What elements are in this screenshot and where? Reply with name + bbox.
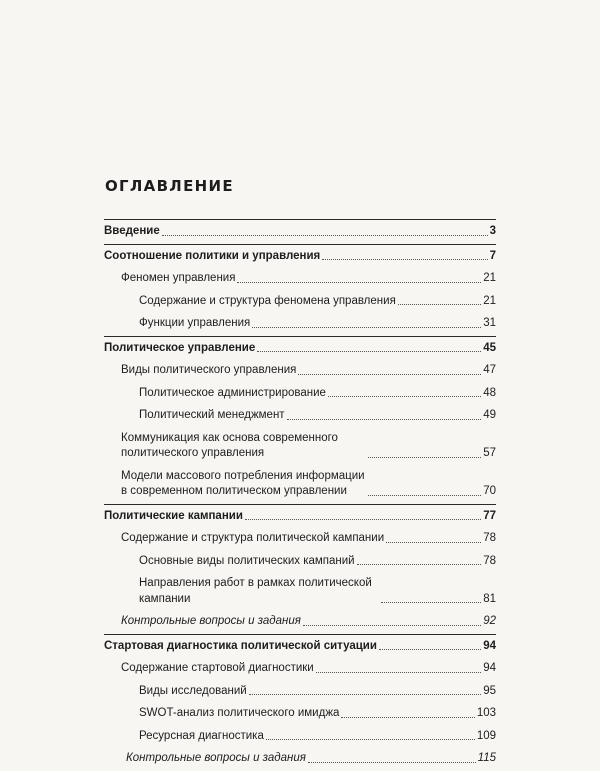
toc-entry-page: 94 (483, 639, 496, 652)
toc-entry[interactable] (104, 316, 496, 332)
toc-entry[interactable] (104, 431, 496, 462)
toc-entry-title: Функции управления (139, 317, 251, 329)
toc-entry-page: 57 (483, 447, 496, 459)
dot-leader (386, 542, 481, 543)
toc-entry[interactable] (104, 224, 496, 240)
dot-leader (257, 351, 481, 352)
toc-entry-title: Политическое управление (104, 341, 256, 354)
toc-entry-title: Содержание и структура феномена управления (139, 294, 396, 307)
toc-entry-page: 45 (483, 341, 496, 354)
toc-entry-title: Политическое администрирование (139, 386, 326, 399)
toc-entry[interactable] (104, 271, 496, 287)
dot-leader (287, 419, 482, 420)
toc-entry[interactable] (104, 554, 496, 570)
dot-leader (298, 374, 481, 375)
dot-leader (266, 739, 475, 740)
toc-entry-title: Модели массового потребления информации в современном политическом управлении (121, 469, 365, 497)
toc-entry-page: 21 (483, 272, 496, 284)
dot-leader (398, 304, 481, 305)
toc-entry-title: Основные виды политических кампаний (139, 554, 355, 567)
dot-leader (357, 564, 482, 565)
dot-leader (368, 495, 481, 496)
toc-heading: ОГЛАВЛЕНИЕ (105, 177, 234, 195)
toc-entry-page: 94 (483, 662, 496, 674)
dot-leader (379, 649, 481, 650)
toc-entry-page: 78 (483, 532, 496, 544)
toc-entry-page: 77 (483, 509, 496, 522)
toc-entry-page: 31 (483, 317, 496, 329)
toc-entry-title: Ресурсная диагностика (139, 729, 264, 742)
toc-entry[interactable] (104, 729, 496, 745)
toc-entry-title: Политический менеджмент (139, 409, 285, 421)
toc-section-introduction (104, 219, 496, 244)
toc-entry-page: 21 (483, 294, 496, 307)
dot-leader (249, 694, 481, 695)
toc-entry-page: 70 (483, 485, 496, 497)
toc-entry-page: 103 (476, 707, 496, 719)
toc-entry-page: 109 (476, 729, 496, 742)
toc-entry-title: Политические кампании (104, 509, 243, 522)
dot-leader (303, 625, 481, 626)
toc-entry-page: 47 (483, 364, 496, 376)
toc-entry[interactable] (104, 294, 496, 310)
dot-leader (162, 235, 488, 236)
toc-entry[interactable] (104, 684, 496, 700)
toc-entry-title: Коммуникация как основа современного политического управления (121, 431, 338, 459)
toc-entry[interactable] (104, 509, 496, 525)
toc-entry[interactable] (104, 576, 496, 607)
toc-entry-title: Виды исследований (139, 684, 247, 697)
toc-entry-title: Стартовая диагностика политической ситуации (104, 639, 377, 652)
toc-entry[interactable] (104, 614, 496, 630)
toc-entry[interactable] (104, 661, 496, 677)
toc-entry-page: 95 (483, 684, 496, 697)
dot-leader (316, 672, 481, 673)
toc-entry-page: 115 (477, 752, 496, 764)
dot-leader (328, 396, 481, 397)
toc-entry[interactable] (104, 531, 496, 547)
dot-leader (252, 327, 481, 328)
dot-leader (341, 717, 474, 718)
dot-leader (322, 259, 487, 260)
toc-entry[interactable] (104, 408, 496, 424)
dot-leader (308, 762, 476, 763)
toc-entry-page: 92 (483, 615, 496, 627)
toc-entry-page: 81 (483, 592, 496, 605)
toc-entry-title: Контрольные вопросы и задания (121, 615, 301, 627)
toc-entry[interactable] (104, 341, 496, 357)
toc-entry[interactable] (104, 751, 496, 767)
dot-leader (368, 457, 481, 458)
toc-entry[interactable] (104, 249, 496, 265)
toc-section-politics-and-management (104, 244, 496, 336)
toc-entry-page: 49 (483, 409, 496, 421)
toc-entry-title: Содержание и структура политической кампании (121, 532, 385, 544)
toc-entry-title: Направления работ в рамках политической кампании (139, 577, 372, 605)
toc-section-political-management (104, 336, 496, 504)
table-of-contents (104, 219, 496, 771)
toc-entry-title: Контрольные вопросы и задания (126, 752, 306, 764)
toc-entry-page: 3 (489, 225, 496, 237)
toc-entry-title: Соотношение политики и управления (104, 249, 321, 262)
toc-entry[interactable] (104, 469, 496, 500)
toc-entry-page: 48 (483, 386, 496, 399)
toc-entry[interactable] (104, 386, 496, 402)
dot-leader (381, 602, 481, 603)
toc-entry-page: 7 (489, 249, 496, 262)
toc-entry[interactable] (104, 706, 496, 722)
toc-entry-title: Содержание стартовой диагностики (121, 662, 314, 674)
toc-entry-title: Введение (104, 225, 160, 237)
toc-entry[interactable] (104, 639, 496, 655)
toc-entry-title: Феномен управления (121, 272, 236, 284)
dot-leader (237, 282, 481, 283)
toc-entry[interactable] (104, 363, 496, 379)
toc-entry-page: 78 (483, 554, 496, 567)
toc-entry-title: SWOT-анализ политического имиджа (139, 707, 340, 719)
dot-leader (245, 519, 481, 520)
toc-section-political-campaigns (104, 504, 496, 634)
toc-entry-title: Виды политического управления (121, 364, 297, 376)
